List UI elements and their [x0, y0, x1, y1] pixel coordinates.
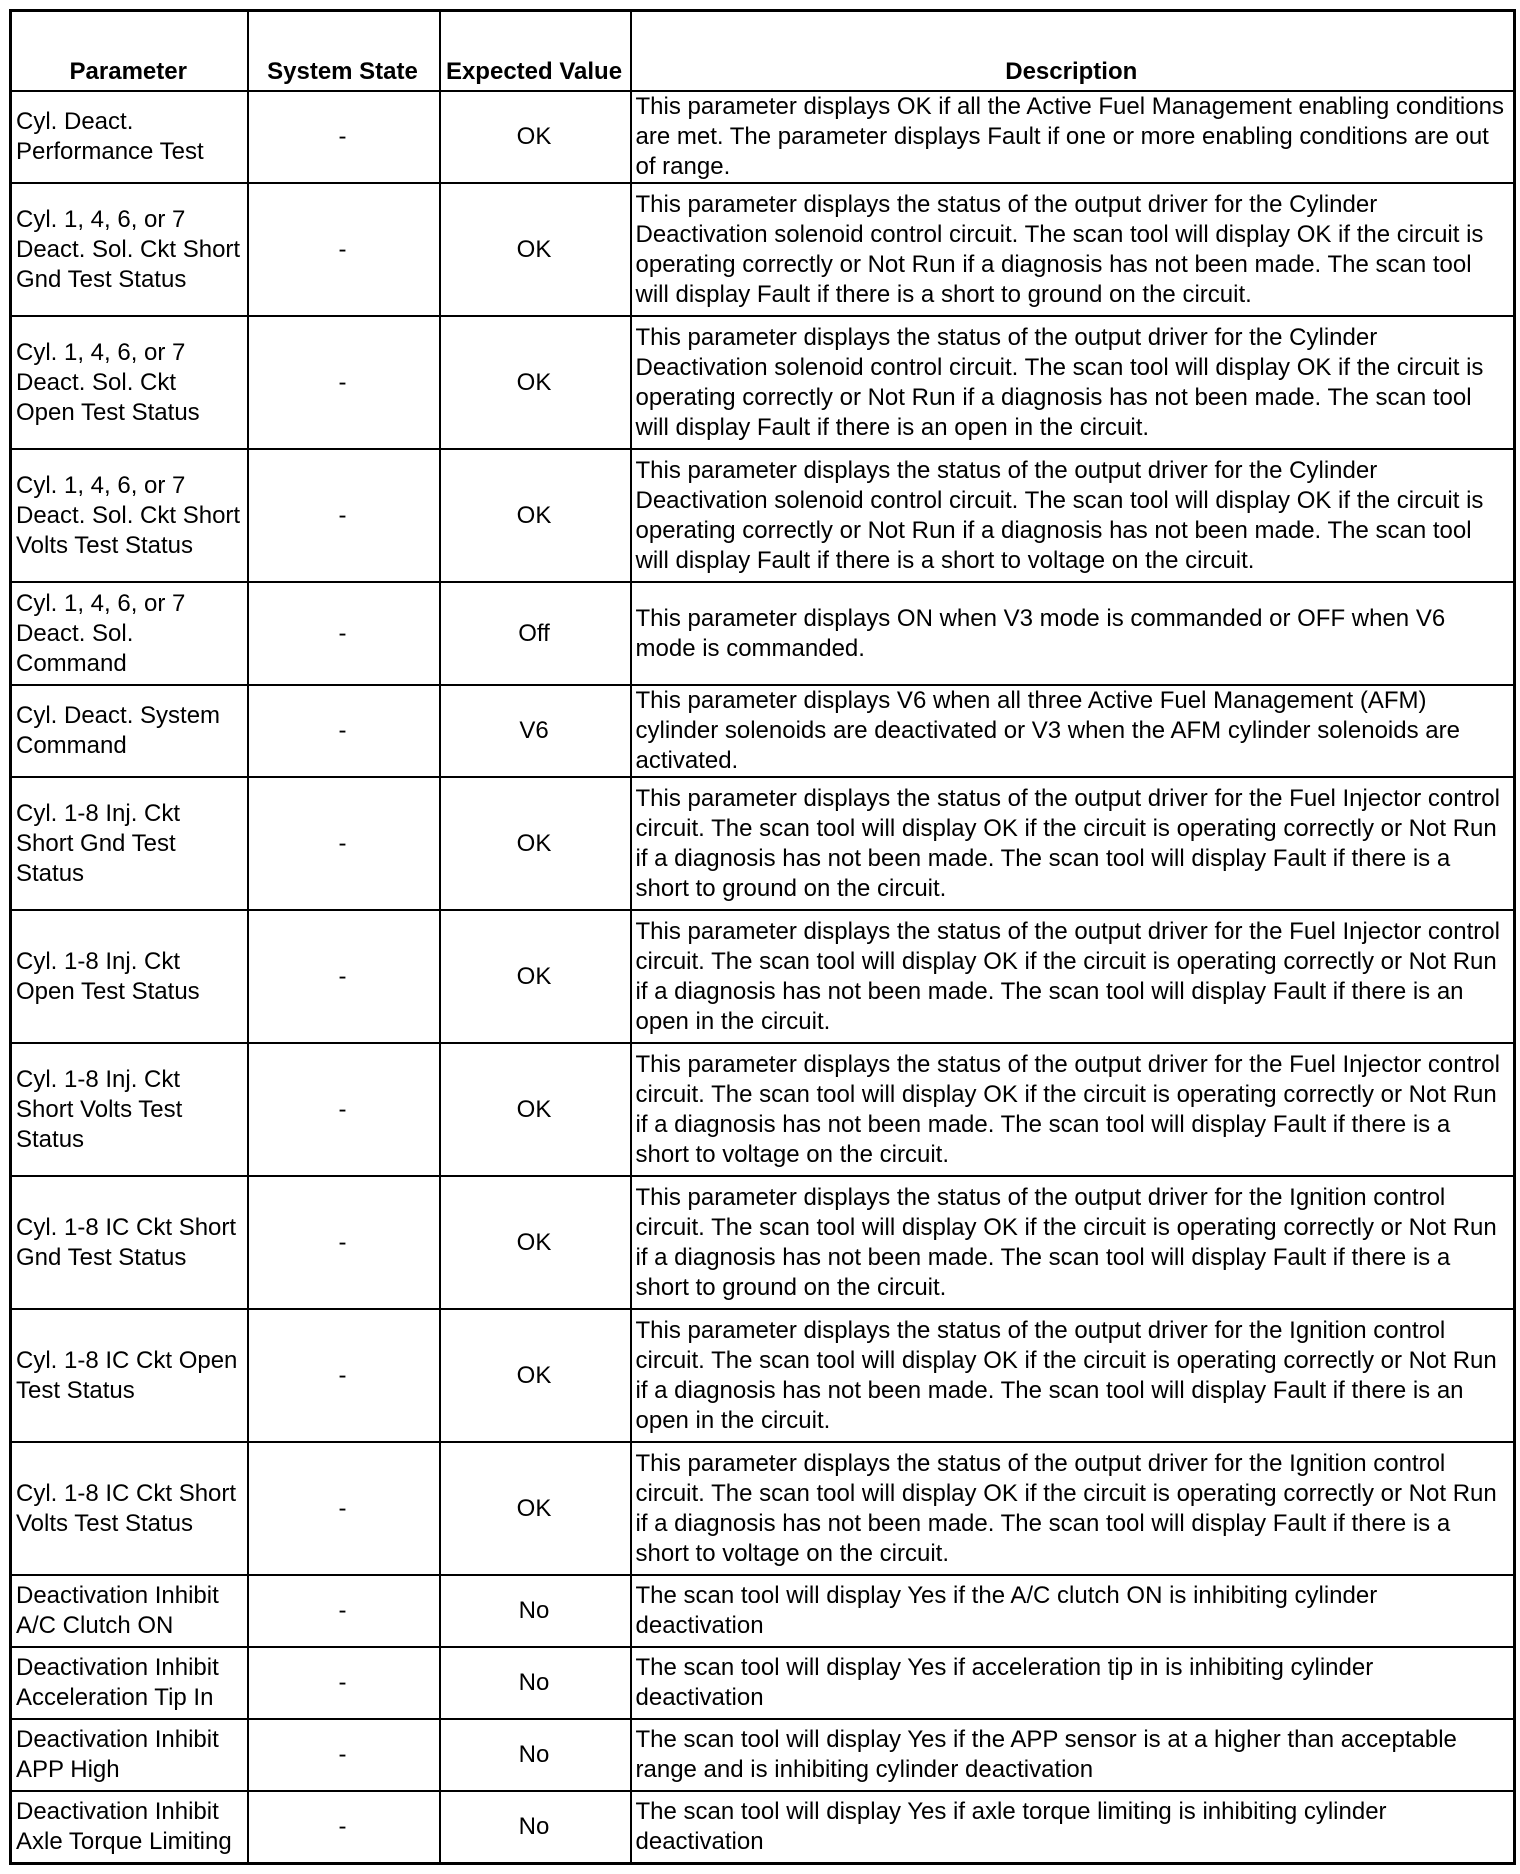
system-state-cell: - [248, 1442, 440, 1575]
parameter-cell: Deactivation Inhibit APP High [11, 1719, 248, 1791]
parameter-cell: Cyl. 1, 4, 6, or 7 Deact. Sol. Ckt Open Test Status [11, 316, 248, 449]
description-cell: This parameter displays the status of the output driver for the Ignition control circuit. The scan tool will display OK if the circuit is operating correctly or Not Run if a diagnosis has not been made. The scan tool will display Fault if there is an open in the circuit. [631, 1309, 1515, 1442]
expected-value-cell: OK [440, 777, 631, 910]
expected-value-cell: No [440, 1719, 631, 1791]
expected-value-cell: OK [440, 1309, 631, 1442]
expected-value-cell: No [440, 1647, 631, 1719]
table-row [11, 1043, 1515, 1176]
description-cell: This parameter displays V6 when all three Active Fuel Management (AFM) cylinder solenoids are deactivated or V3 when the AFM cylinder solenoids are activated. [631, 685, 1515, 777]
system-state-cell: - [248, 1176, 440, 1309]
description-cell: This parameter displays the status of the output driver for the Fuel Injector control circuit. The scan tool will display OK if the circuit is operating correctly or Not Run if a diagnosis has not been made. The scan tool will display Fault if there is an open in the circuit. [631, 910, 1515, 1043]
description-cell: This parameter displays the status of the output driver for the Fuel Injector control circuit. The scan tool will display OK if the circuit is operating correctly or Not Run if a diagnosis has not been made. The scan tool will display Fault if there is a short to ground on the circuit. [631, 777, 1515, 910]
parameter-cell: Cyl. 1-8 IC Ckt Open Test Status [11, 1309, 248, 1442]
table-row [11, 449, 1515, 582]
parameter-cell: Cyl. 1-8 IC Ckt Short Volts Test Status [11, 1442, 248, 1575]
description-cell: The scan tool will display Yes if acceleration tip in is inhibiting cylinder deactivation [631, 1647, 1515, 1719]
description-cell: This parameter displays the status of the output driver for the Cylinder Deactivation solenoid control circuit. The scan tool will display OK if the circuit is operating correctly or Not Run if a diagnosis has not been made. The scan tool will display Fault if there is a short to ground on the circuit. [631, 183, 1515, 316]
expected-value-cell: Off [440, 582, 631, 685]
system-state-cell: - [248, 1309, 440, 1442]
parameter-cell: Cyl. 1-8 Inj. Ckt Short Gnd Test Status [11, 777, 248, 910]
expected-value-cell: No [440, 1791, 631, 1863]
expected-value-cell: OK [440, 910, 631, 1043]
table-row [11, 910, 1515, 1043]
system-state-cell: - [248, 685, 440, 777]
description-cell: This parameter displays the status of the output driver for the Fuel Injector control circuit. The scan tool will display OK if the circuit is operating correctly or Not Run if a diagnosis has not been made. The scan tool will display Fault if there is a short to voltage on the circuit. [631, 1043, 1515, 1176]
system-state-cell: - [248, 910, 440, 1043]
expected-value-cell: OK [440, 1442, 631, 1575]
system-state-cell: - [248, 449, 440, 582]
expected-value-cell: OK [440, 316, 631, 449]
header-system-state: System State [248, 11, 440, 92]
expected-value-cell: OK [440, 183, 631, 316]
expected-value-cell: OK [440, 449, 631, 582]
system-state-cell: - [248, 1791, 440, 1863]
system-state-cell: - [248, 777, 440, 910]
parameter-cell: Cyl. 1, 4, 6, or 7 Deact. Sol. Command [11, 582, 248, 685]
parameter-cell: Cyl. 1-8 Inj. Ckt Open Test Status [11, 910, 248, 1043]
table-row [11, 1791, 1515, 1863]
system-state-cell: - [248, 91, 440, 183]
parameter-cell: Cyl. Deact. Performance Test [11, 91, 248, 183]
expected-value-cell: No [440, 1575, 631, 1647]
system-state-cell: - [248, 1043, 440, 1176]
parameter-cell: Cyl. 1-8 Inj. Ckt Short Volts Test Status [11, 1043, 248, 1176]
table-row [11, 183, 1515, 316]
table-row [11, 1176, 1515, 1309]
expected-value-cell: OK [440, 91, 631, 183]
expected-value-cell: OK [440, 1176, 631, 1309]
system-state-cell: - [248, 316, 440, 449]
description-cell: The scan tool will display Yes if the APP sensor is at a higher than acceptable range and is inhibiting cylinder deactivation [631, 1719, 1515, 1791]
description-cell: This parameter displays the status of the output driver for the Cylinder Deactivation solenoid control circuit. The scan tool will display OK if the circuit is operating correctly or Not Run if a diagnosis has not been made. The scan tool will display Fault if there is a short to voltage on the circuit. [631, 449, 1515, 582]
table-row [11, 1309, 1515, 1442]
parameter-cell: Cyl. 1, 4, 6, or 7 Deact. Sol. Ckt Short Gnd Test Status [11, 183, 248, 316]
parameter-table [9, 9, 1516, 1865]
table-row [11, 1647, 1515, 1719]
system-state-cell: - [248, 1647, 440, 1719]
table-row [11, 685, 1515, 777]
table-row [11, 1719, 1515, 1791]
description-cell: This parameter displays ON when V3 mode is commanded or OFF when V6 mode is commanded. [631, 582, 1515, 685]
table-row [11, 582, 1515, 685]
header-expected-value: Expected Value [440, 11, 631, 92]
parameter-cell: Cyl. Deact. System Command [11, 685, 248, 777]
table-row [11, 91, 1515, 183]
parameter-cell: Deactivation Inhibit Axle Torque Limiting [11, 1791, 248, 1863]
description-cell: The scan tool will display Yes if the A/C clutch ON is inhibiting cylinder deactivation [631, 1575, 1515, 1647]
parameter-cell: Cyl. 1-8 IC Ckt Short Gnd Test Status [11, 1176, 248, 1309]
parameter-cell: Deactivation Inhibit A/C Clutch ON [11, 1575, 248, 1647]
expected-value-cell: OK [440, 1043, 631, 1176]
parameter-cell: Deactivation Inhibit Acceleration Tip In [11, 1647, 248, 1719]
parameter-cell: Cyl. 1, 4, 6, or 7 Deact. Sol. Ckt Short Volts Test Status [11, 449, 248, 582]
system-state-cell: - [248, 183, 440, 316]
header-description: Description [631, 11, 1515, 92]
description-cell: This parameter displays the status of the output driver for the Ignition control circuit. The scan tool will display OK if the circuit is operating correctly or Not Run if a diagnosis has not been made. The scan tool will display Fault if there is a short to ground on the circuit. [631, 1176, 1515, 1309]
table-row [11, 316, 1515, 449]
system-state-cell: - [248, 1719, 440, 1791]
system-state-cell: - [248, 1575, 440, 1647]
table-row [11, 1575, 1515, 1647]
description-cell: This parameter displays the status of the output driver for the Cylinder Deactivation solenoid control circuit. The scan tool will display OK if the circuit is operating correctly or Not Run if a diagnosis has not been made. The scan tool will display Fault if there is an open in the circuit. [631, 316, 1515, 449]
description-cell: The scan tool will display Yes if axle torque limiting is inhibiting cylinder deactivation [631, 1791, 1515, 1863]
header-parameter: Parameter [11, 11, 248, 92]
table-row [11, 1442, 1515, 1575]
system-state-cell: - [248, 582, 440, 685]
table-row [11, 777, 1515, 910]
description-cell: This parameter displays OK if all the Active Fuel Management enabling conditions are met. The parameter displays Fault if one or more enabling conditions are out of range. [631, 91, 1515, 183]
description-cell: This parameter displays the status of the output driver for the Ignition control circuit. The scan tool will display OK if the circuit is operating correctly or Not Run if a diagnosis has not been made. The scan tool will display Fault if there is a short to voltage on the circuit. [631, 1442, 1515, 1575]
header-row [11, 11, 1515, 92]
expected-value-cell: V6 [440, 685, 631, 777]
